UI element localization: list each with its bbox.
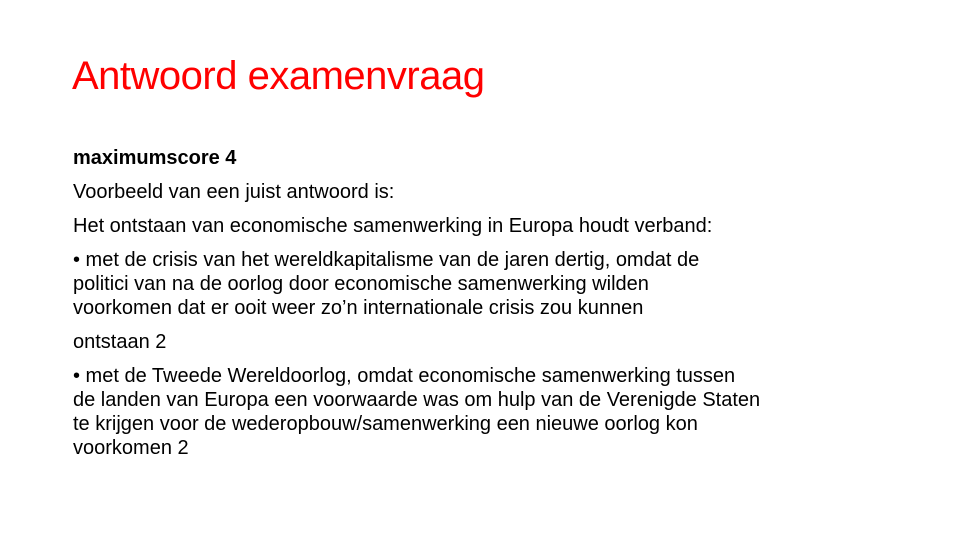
slide-title: Antwoord examenvraag [72, 54, 485, 98]
score-line: maximumscore 4 [73, 147, 237, 169]
bullet-2-line-4: voorkomen 2 [73, 437, 189, 459]
bullet-2-line-3: te krijgen voor de wederopbouw/samenwerking een nieuwe oorlog kon [73, 413, 698, 435]
bullet-2-line-1: • met de Tweede Wereldoorlog, omdat economische samenwerking tussen [73, 365, 736, 387]
bullet-1-line-2: politici van na de oorlog door economische samenwerking wilden [73, 273, 649, 295]
bullet-1-line-4: ontstaan 2 [73, 331, 167, 353]
bullet-1-line-1: • met de crisis van het wereldkapitalisme van de jaren dertig, omdat de [73, 249, 700, 271]
bullet-1-line-3: voorkomen dat er ooit weer zo’n internationale crisis zou kunnen [73, 297, 644, 319]
slide-body [73, 146, 903, 460]
statement-line: Het ontstaan van economische samenwerking in Europa houdt verband: [73, 215, 713, 237]
intro-line: Voorbeeld van een juist antwoord is: [73, 181, 395, 203]
bullet-2-line-2: de landen van Europa een voorwaarde was om hulp van de Verenigde Staten [73, 389, 761, 411]
